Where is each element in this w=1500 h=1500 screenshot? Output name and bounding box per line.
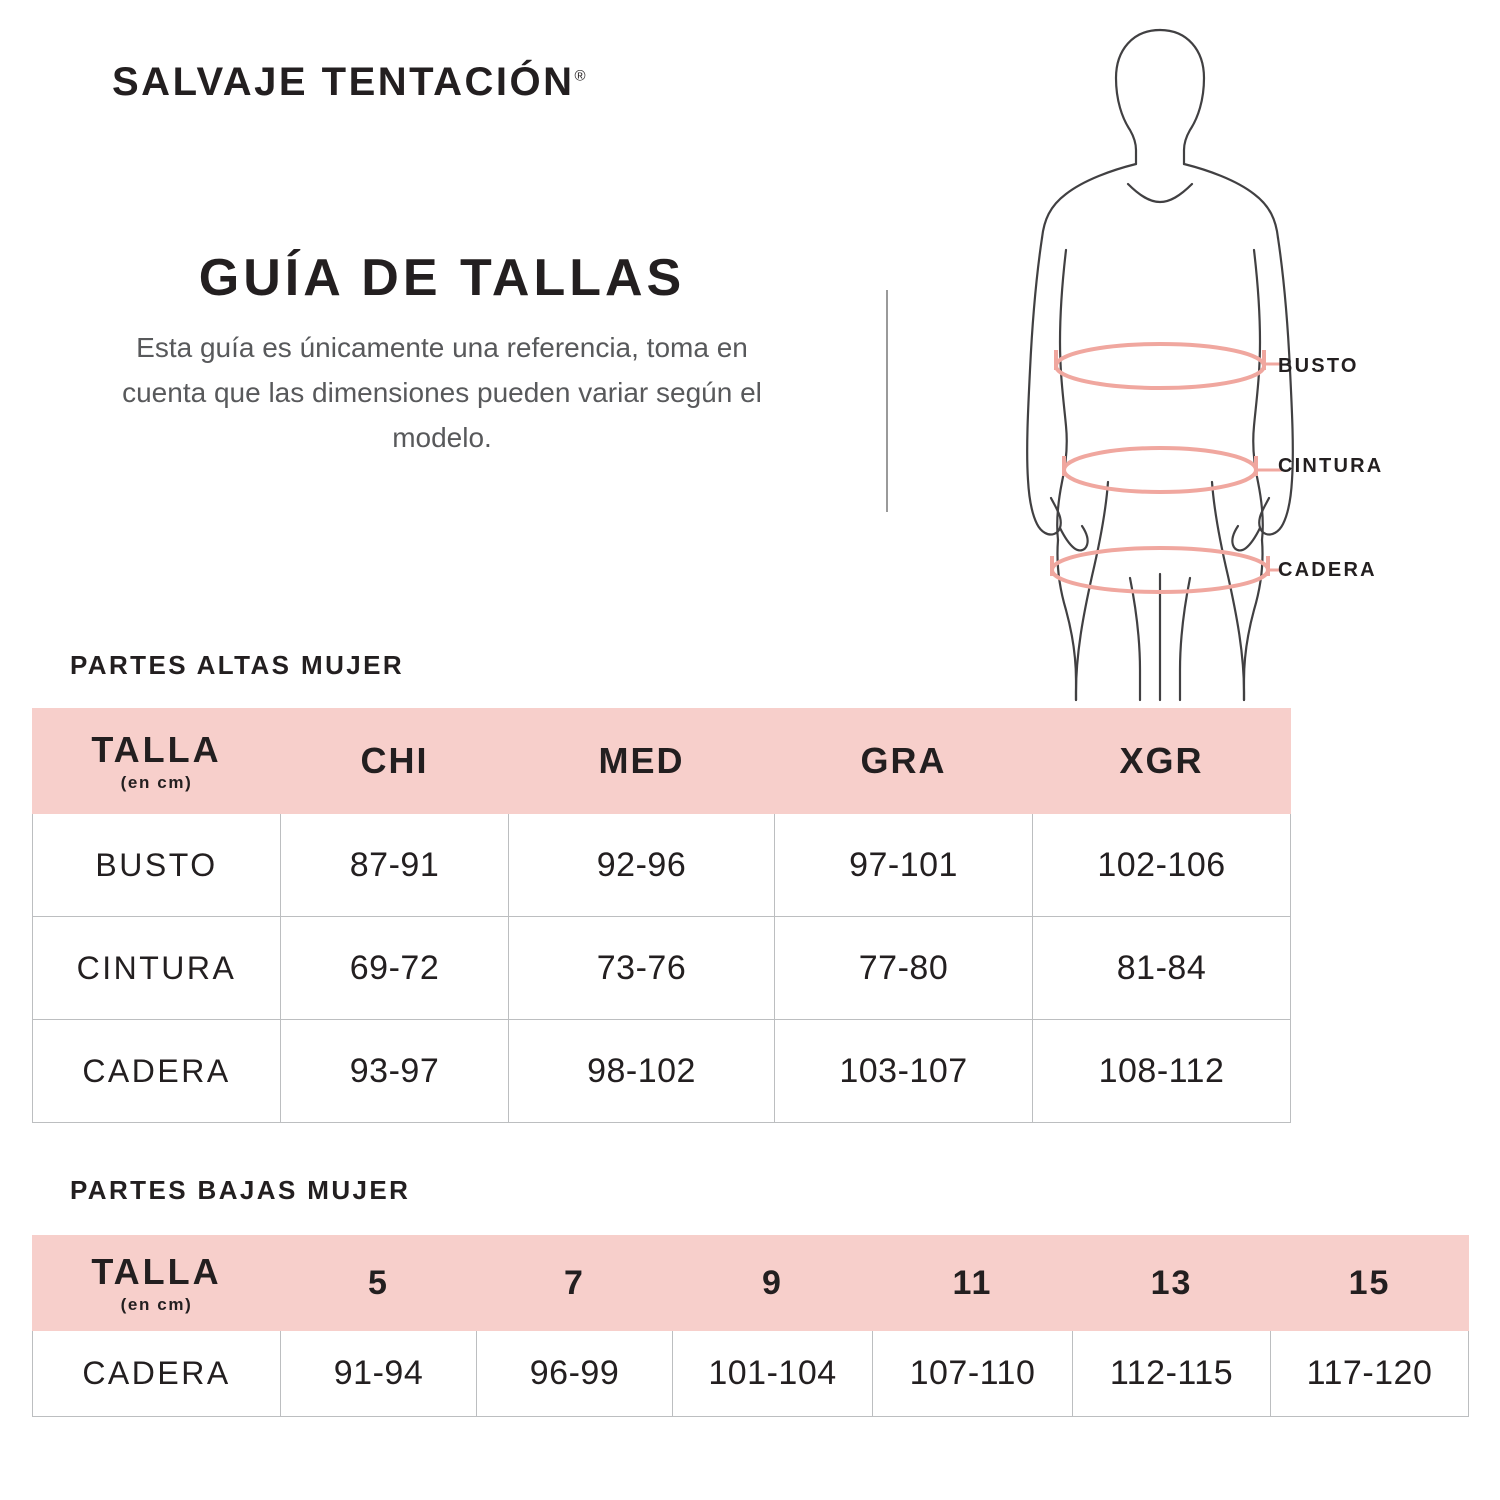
measure-label-group [1270,18,1500,708]
cell-cadera-13: 112-115 [1073,1331,1271,1417]
talla-unit: (en cm) [120,1295,193,1314]
table-header-talla [33,1236,281,1331]
trademark-symbol: ® [574,67,586,85]
table-header-talla [33,709,281,814]
table-row [33,1331,1469,1417]
cell-cintura-med: 73-76 [509,917,775,1020]
busto-measure-ellipse [1056,344,1264,388]
label-cintura: CINTURA [1278,455,1384,477]
page-description: Esta guía es únicamente una referencia, toma en cuenta que las dimensiones pueden variar según el modelo. [122,332,762,453]
table-row [33,1020,1291,1123]
lower-body-size-table [32,1235,1469,1417]
cell-cadera-15: 117-120 [1271,1331,1469,1417]
label-cadera: CADERA [1278,559,1377,581]
cell-cadera-gra: 103-107 [775,1020,1033,1123]
vertical-divider [886,290,888,512]
cell-cintura-xgr: 81-84 [1033,917,1291,1020]
cell-cadera-5: 91-94 [281,1331,477,1417]
table-row [33,917,1291,1020]
table-header-col-5: 15 [1271,1236,1469,1331]
row-label-busto: BUSTO [33,814,281,917]
table-header-col-1: MED [509,709,775,814]
row-label-cintura: CINTURA [33,917,281,1020]
row-label-cadera: CADERA [33,1331,281,1417]
cell-cadera-xgr: 108-112 [1033,1020,1291,1123]
table-header-col-0: 5 [281,1236,477,1331]
cell-cadera-med: 98-102 [509,1020,775,1123]
talla-unit: (en cm) [120,773,193,792]
row-label-cadera: CADERA [33,1020,281,1123]
cell-cadera-9: 101-104 [673,1331,873,1417]
brand-name: SALVAJE TENTACIÓN [112,60,575,104]
cell-cadera-chi: 93-97 [281,1020,509,1123]
upper-body-size-table [32,708,1291,1123]
cell-cadera-7: 96-99 [477,1331,673,1417]
table-header-col-2: GRA [775,709,1033,814]
talla-label: TALLA [91,1251,222,1292]
table-header-row [33,1236,1469,1331]
cintura-measure-ellipse [1064,448,1256,492]
cell-cintura-chi: 69-72 [281,917,509,1020]
table-header-col-2: 9 [673,1236,873,1331]
headline-block [112,248,772,460]
cell-busto-xgr: 102-106 [1033,814,1291,917]
top-section-title: PARTES ALTAS MUJER [70,650,405,680]
cell-busto-chi: 87-91 [281,814,509,917]
page-title: GUÍA DE TALLAS [198,249,686,307]
table-header-col-1: 7 [477,1236,673,1331]
cell-cintura-gra: 77-80 [775,917,1033,1020]
brand-title [112,60,586,105]
table-header-col-3: 11 [873,1236,1073,1331]
cell-busto-med: 92-96 [509,814,775,917]
cell-cadera-11: 107-110 [873,1331,1073,1417]
table-header-col-3: XGR [1033,709,1291,814]
table-header-col-0: CHI [281,709,509,814]
label-busto: BUSTO [1278,355,1359,377]
table-header-col-4: 13 [1073,1236,1271,1331]
table-row [33,814,1291,917]
bottom-section-title: PARTES BAJAS MUJER [70,1175,411,1205]
table-header-row [33,709,1291,814]
talla-label: TALLA [91,729,222,770]
cell-busto-gra: 97-101 [775,814,1033,917]
